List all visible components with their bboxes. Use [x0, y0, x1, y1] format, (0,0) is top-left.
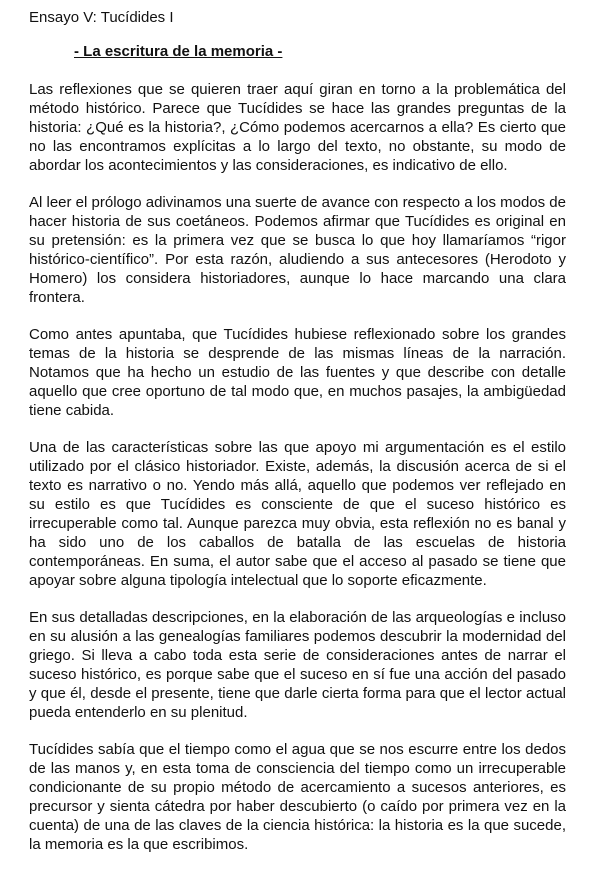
paragraph-3: Como antes apuntaba, que Tucídides hubiese reflexionado sobre los grandes temas de la historia se desprende de las mismas líneas de la narración. Notamos que ha hecho un estudio de las fuentes y que describe con detalle aquello que cree oportuno de tal modo que, en muchos pasajes, la ambigüedad tiene cabida. — [29, 326, 566, 419]
paragraph-5: En sus detalladas descripciones, en la elaboración de las arqueologías e incluso en su alusión a las genealogías familiares podemos descubrir la modernidad del griego. Si lleva a cabo toda esta serie de consideraciones antes de narrar el suceso histórico, es porque sabe que el suceso en sí fue una acción del pasado y que él, desde el presente, tiene que darle cierta forma para que el lector actual pueda entenderlo en su plenitud. — [29, 609, 566, 721]
document-title: - La escritura de la memoria - — [74, 43, 283, 60]
paragraph-4: Una de las características sobre las que apoyo mi argumentación es el estilo utilizado por el clásico historiador. Existe, además, la discusión acerca de si el texto es narrativo o no. Yendo más allá, aquello que podemos ver reflejado en su estilo es que Tucídides es consciente de que el suceso histórico es irrecuperable como tal. Aunque parezca muy obvia, esta reflexión no es banal y ha sido uno de los caballos de batalla de las escuelas de historia contemporáneas. En suma, el autor sabe que el acceso al pasado se tiene que apoyar sobre alguna tipología intelectual que lo soporte eficazmente. — [29, 439, 566, 589]
paragraph-2: Al leer el prólogo adivinamos una suerte de avance con respecto a los modos de hacer historia de sus coetáneos. Podemos afirmar que Tucídides es original en su pretensión: es la primera vez que se busca lo que hoy llamaríamos “rigor histórico-científico”. Por esta razón, aludiendo a sus antecesores (Herodoto y Homero) los considera historiadores, aunque lo hace marcando una clara frontera. — [29, 194, 566, 306]
paragraph-1: Las reflexiones que se quieren traer aquí giran en torno a la problemática del método histórico. Parece que Tucídides se hace las grandes preguntas de la historia: ¿Qué es la historia?, ¿Cómo podemos acercarnos a ella? Es cierto que no las encontramos explícitas a lo largo del texto, no obstante, su modo de abordar los acontecimientos y las consideraciones, es indicativo de ello. — [29, 81, 566, 174]
paragraph-6: Tucídides sabía que el tiempo como el agua que se nos escurre entre los dedos de las manos y, en esta toma de consciencia del tiempo como un irrecuperable condicionante de su propio método de acercamiento a sucesos anteriores, es precursor y sienta cátedra por haber descubierto (o caído por primera vez en la cuenta) de una de las claves de la ciencia histórica: la historia es la que sucede, la memoria es la que escribimos. — [29, 741, 566, 853]
document-header: Ensayo V: Tucídides I — [29, 9, 174, 26]
document-page — [29, 8, 566, 872]
